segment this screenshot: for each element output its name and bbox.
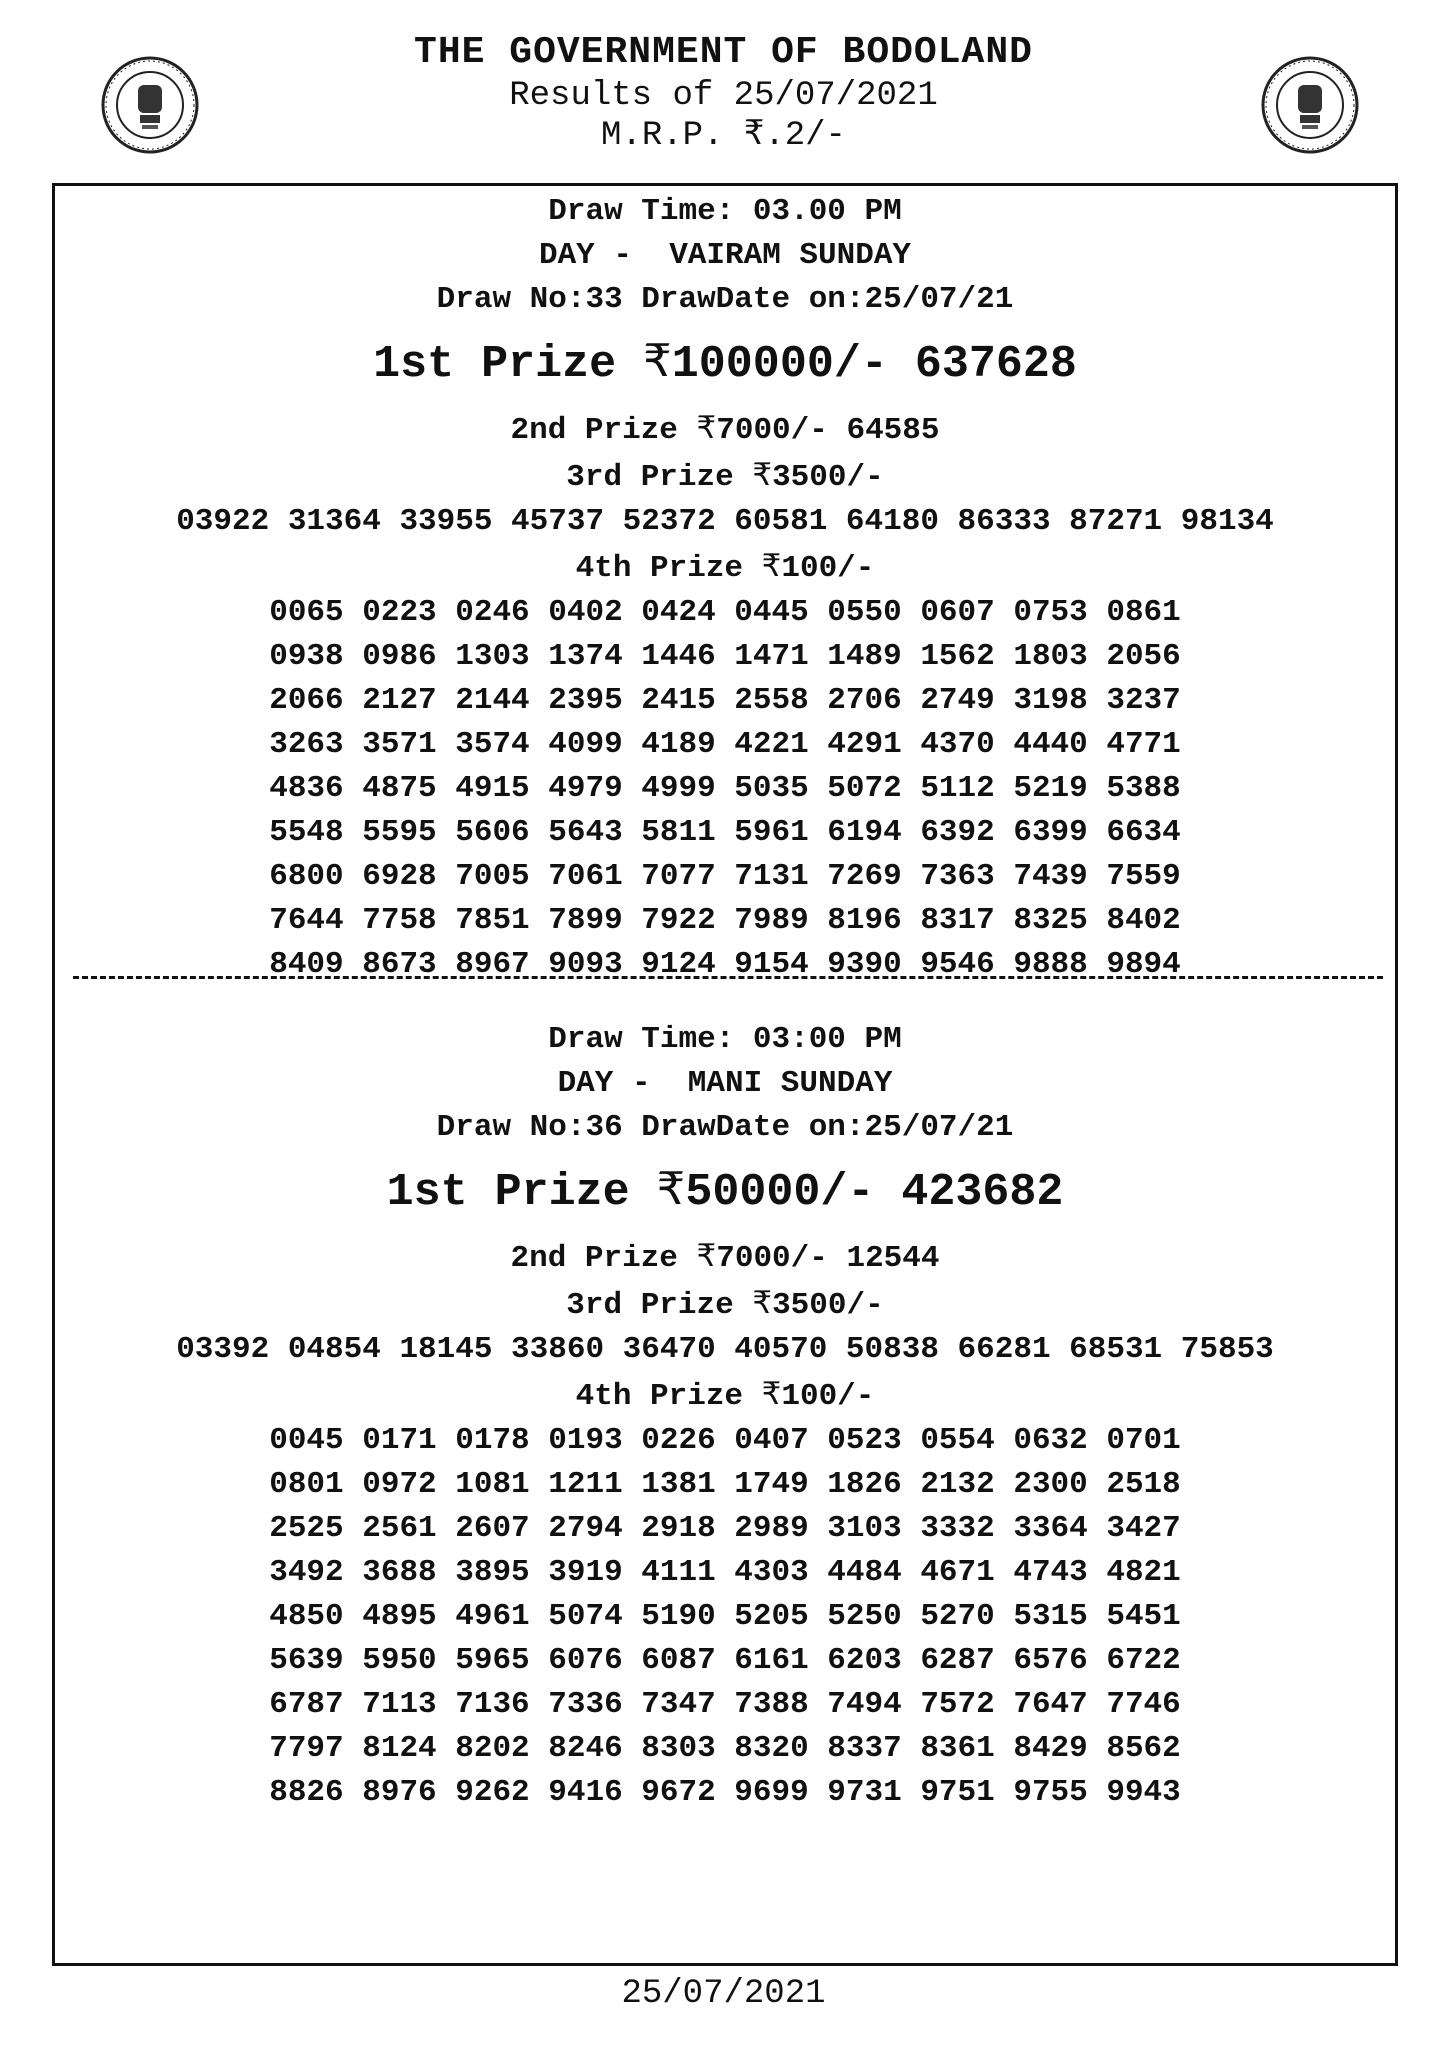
mrp-price: M.R.P. ₹.2/- — [601, 117, 846, 155]
fourth-prize-row: 6800 6928 7005 7061 7077 7131 7269 7363 7439 7559 — [269, 859, 1181, 894]
draw-section-vairam — [55, 190, 1395, 987]
bodoland-seal-left-icon — [100, 55, 200, 155]
third-prize-numbers: 03392 04854 18145 33860 36470 40570 50838 66281 68531 75853 — [176, 1332, 1274, 1367]
fourth-prize-row: 3492 3688 3895 3919 4111 4303 4484 4671 4743 4821 — [269, 1555, 1181, 1590]
fourth-prize-row: 8826 8976 9262 9416 9672 9699 9731 9751 9755 9943 — [269, 1775, 1181, 1810]
first-prize: 1st Prize ₹100000/- 637628 — [373, 334, 1077, 390]
rupee-icon: ₹ — [696, 410, 717, 446]
government-title: THE GOVERNMENT OF BODOLAND — [414, 31, 1033, 74]
fourth-prize-row: 2066 2127 2144 2395 2415 2558 2706 2749 3198 3237 — [269, 683, 1181, 718]
draw-number-date: Draw No:36 DrawDate on:25/07/21 — [436, 1110, 1014, 1145]
results-date: Results of 25/07/2021 — [509, 77, 938, 115]
third-prize: 3rd Prize ₹3500/- — [566, 457, 884, 495]
dashed-separator — [73, 976, 1383, 979]
second-prize: 2nd Prize ₹7000/- 64585 — [510, 410, 940, 448]
fourth-prize-row: 0938 0986 1303 1374 1446 1471 1489 1562 1803 2056 — [269, 639, 1181, 674]
footer-date: 25/07/2021 — [621, 1975, 826, 2013]
rupee-icon: ₹ — [643, 334, 672, 387]
draw-number-date: Draw No:33 DrawDate on:25/07/21 — [436, 282, 1014, 317]
third-prize: 3rd Prize ₹3500/- — [566, 1285, 884, 1323]
fourth-prize-row: 0065 0223 0246 0402 0424 0445 0550 0607 0753 0861 — [269, 595, 1181, 630]
rupee-icon: ₹ — [752, 457, 773, 493]
document-header — [0, 30, 1447, 156]
fourth-prize-row: 8409 8673 8967 9093 9124 9154 9390 9546 9888 9894 — [269, 947, 1181, 982]
fourth-prize-row: 4836 4875 4915 4979 4999 5035 5072 5112 5219 5388 — [269, 771, 1181, 806]
rupee-icon: ₹ — [761, 1376, 782, 1412]
fourth-prize-row: 5548 5595 5606 5643 5811 5961 6194 6392 6399 6634 — [269, 815, 1181, 850]
fourth-prize-row: 0801 0972 1081 1211 1381 1749 1826 2132 2300 2518 — [269, 1467, 1181, 1502]
fourth-prize-row: 2525 2561 2607 2794 2918 2989 3103 3332 3364 3427 — [269, 1511, 1181, 1546]
draw-time: Draw Time: 03:00 PM — [548, 1022, 902, 1057]
fourth-prize-row: 6787 7113 7136 7336 7347 7388 7494 7572 7647 7746 — [269, 1687, 1181, 1722]
fourth-prize-row: 7644 7758 7851 7899 7922 7989 8196 8317 8325 8402 — [269, 903, 1181, 938]
results-frame — [52, 183, 1398, 1966]
bodoland-seal-right-icon — [1260, 55, 1360, 155]
draw-day: DAY - MANI SUNDAY — [557, 1066, 893, 1101]
fourth-prize-row: 3263 3571 3574 4099 4189 4221 4291 4370 4440 4771 — [269, 727, 1181, 762]
fourth-prize-row: 5639 5950 5965 6076 6087 6161 6203 6287 6576 6722 — [269, 1643, 1181, 1678]
rupee-icon: ₹ — [752, 1285, 773, 1321]
fourth-prize: 4th Prize ₹100/- — [575, 1376, 875, 1414]
second-prize: 2nd Prize ₹7000/- 12544 — [510, 1238, 940, 1276]
fourth-prize-row: 7797 8124 8202 8246 8303 8320 8337 8361 8429 8562 — [269, 1731, 1181, 1766]
rupee-icon: ₹ — [696, 1238, 717, 1274]
third-prize-numbers: 03922 31364 33955 45737 52372 60581 64180 86333 87271 98134 — [176, 504, 1274, 539]
draw-time: Draw Time: 03.00 PM — [548, 194, 902, 229]
rupee-icon: ₹ — [761, 548, 782, 584]
fourth-prize-row: 4850 4895 4961 5074 5190 5205 5250 5270 5315 5451 — [269, 1599, 1181, 1634]
first-prize: 1st Prize ₹50000/- 423682 — [386, 1162, 1064, 1218]
draw-section-mani — [55, 1018, 1395, 1815]
fourth-prize: 4th Prize ₹100/- — [575, 548, 875, 586]
draw-day: DAY - VAIRAM SUNDAY — [538, 238, 912, 273]
fourth-prize-row: 0045 0171 0178 0193 0226 0407 0523 0554 0632 0701 — [269, 1423, 1181, 1458]
rupee-icon: ₹ — [656, 1162, 686, 1215]
